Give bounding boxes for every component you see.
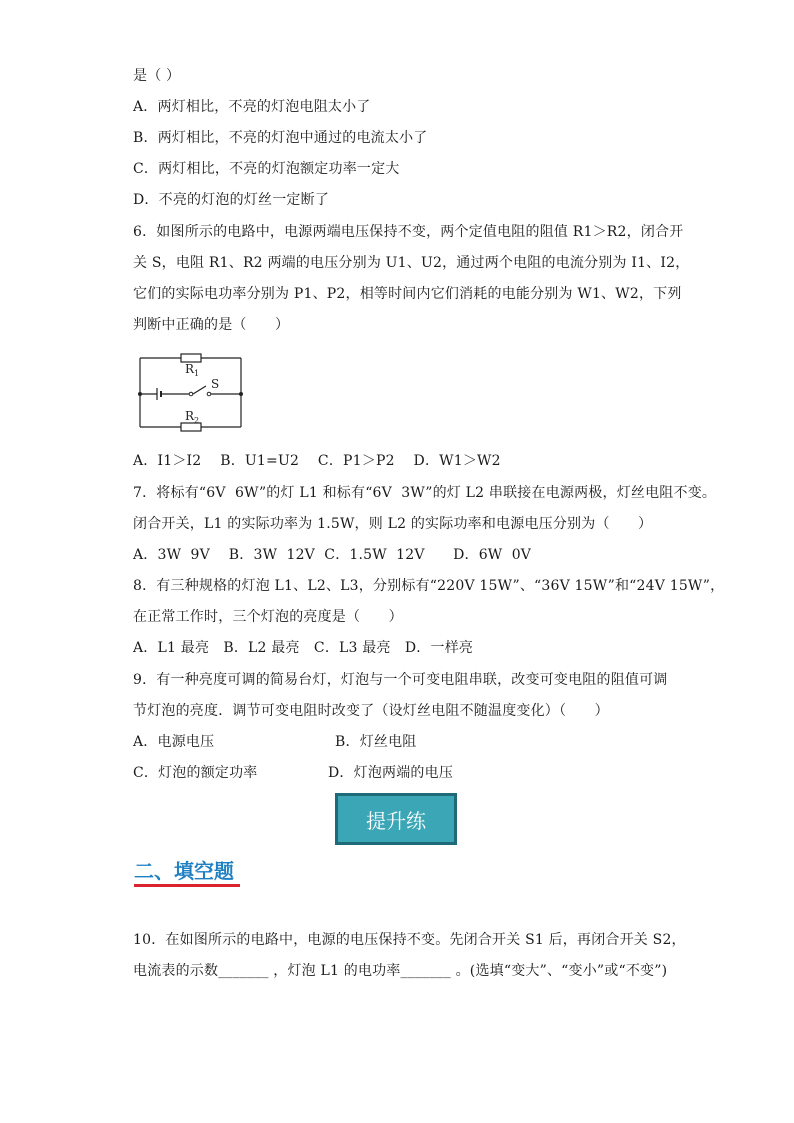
- practice-button[interactable]: 提升练: [335, 793, 457, 845]
- question-10-line-2: 电流表的示数_______ ，灯泡 L1 的电功率_______ 。(选填“变大”、“变小”或“不变”): [133, 963, 668, 979]
- r1-label: $R_1$: [185, 362, 200, 378]
- question-10-line-1: 10．在如图所示的电路中，电源的电压保持不变。先闭合开关 S1 后，再闭合开关 S2，: [133, 932, 686, 948]
- question-7-line-2: 闭合开关，L1 的实际功率为 1.5W，则 L2 的实际功率和电源电压分别为（ ）: [133, 516, 653, 532]
- question-9-line-1: 9．有一种亮度可调的简易台灯，灯泡与一个可变电阻串联，改变可变电阻的阻值可调: [133, 672, 668, 688]
- question-6-options: A．I1＞I2 B．U1=U2 C．P1＞P2 D．W1＞W2: [133, 453, 501, 469]
- question-9-option-c: C．灯泡的额定功率: [133, 765, 258, 781]
- switch-label: S: [211, 377, 220, 391]
- question-9-line-2: 节灯泡的亮度．调节可变电阻时改变了（设灯丝电阻不随温度变化）（ ）: [133, 703, 609, 719]
- question-9-option-b: B．灯丝电阻: [335, 734, 417, 750]
- question-6-line-2: 关 S，电阻 R1、R2 两端的电压分别为 U1、U2，通过两个电阻的电流分别为 I1、I2，: [133, 255, 690, 271]
- option-a: A．两灯相比，不亮的灯泡电阻太小了: [133, 99, 371, 115]
- text-line: 是（ ）: [133, 68, 181, 84]
- option-d: D．不亮的灯泡的灯丝一定断了: [133, 192, 330, 208]
- question-8-options: A．L1 最亮 B．L2 最亮 C．L3 最亮 D．一样亮: [133, 640, 474, 656]
- option-b: B．两灯相比，不亮的灯泡中通过的电流太小了: [133, 130, 428, 146]
- question-8-line-2: 在正常工作时，三个灯泡的亮度是（ ）: [133, 609, 403, 625]
- question-6-line-1: 6．如图所示的电路中，电源两端电压保持不变，两个定值电阻的阻值 R1＞R2，闭合开: [133, 224, 684, 240]
- option-c: C．两灯相比，不亮的灯泡额定功率一定大: [133, 161, 400, 177]
- question-6-line-3: 它们的实际电功率分别为 P1、P2，相等时间内它们消耗的电能分别为 W1、W2，下列: [133, 286, 682, 302]
- circuit-diagram: [133, 350, 248, 434]
- section-title: 二、填空题: [134, 859, 234, 883]
- r2-label: $R_2$: [185, 409, 200, 425]
- question-7-line-1: 7．将标有“6V 6W”的灯 L1 和标有“6V 3W”的灯 L2 串联接在电源两极，灯丝电阻不变。: [133, 485, 717, 501]
- question-9-option-d: D．灯泡两端的电压: [328, 765, 454, 781]
- question-6-line-4: 判断中正确的是（ ）: [133, 317, 290, 333]
- question-7-options: A．3W 9V B．3W 12V C．1.5W 12V D．6W 0V: [133, 547, 532, 563]
- question-9-option-a: A．电源电压: [133, 734, 215, 750]
- section-title-underline: [134, 884, 240, 887]
- question-8-line-1: 8．有三种规格的灯泡 L1、L2、L3，分别标有“220V 15W”、“36V 15W”和“24V 15W”，: [133, 578, 725, 594]
